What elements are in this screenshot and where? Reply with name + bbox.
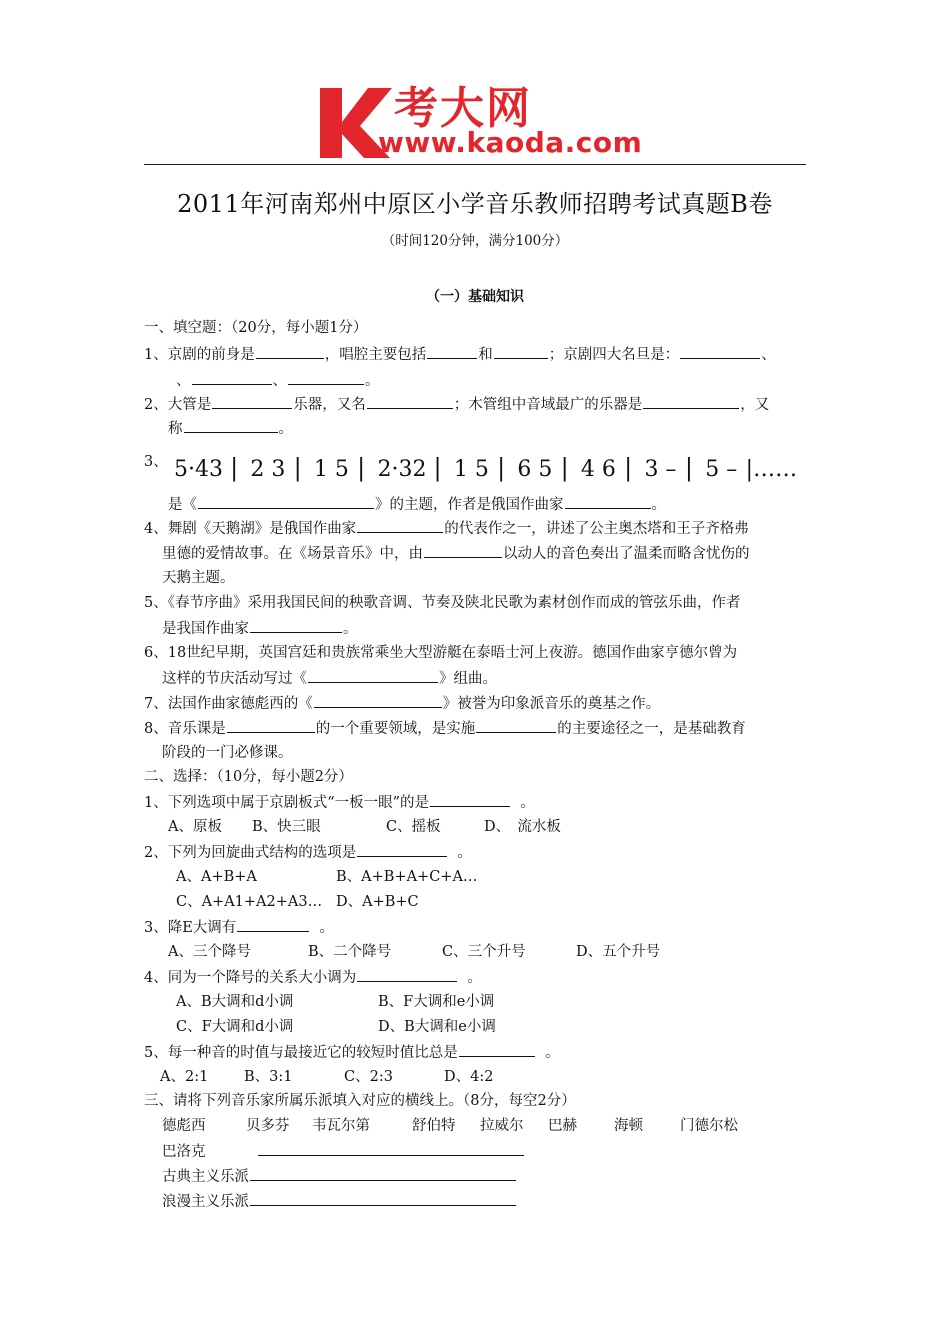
school-label: 古典主义乐派 xyxy=(162,1169,249,1185)
q5-line2: 是我国作曲家 。 xyxy=(162,618,358,639)
note-group: 5 – xyxy=(705,457,738,482)
option[interactable]: D、 流水板 xyxy=(484,819,561,835)
blank[interactable] xyxy=(430,792,510,807)
note-group: 1 5 xyxy=(453,457,489,482)
barline-ellipsis: |…… xyxy=(745,457,798,482)
barline: | xyxy=(497,454,506,482)
composer-list xyxy=(162,1116,738,1136)
barline: | xyxy=(684,454,694,482)
blank[interactable] xyxy=(314,693,442,708)
blank[interactable] xyxy=(565,494,651,509)
blank[interactable] xyxy=(427,344,477,359)
p2-q5: 5、每一种音的时值与最接近它的较短时值比总是 。 xyxy=(144,1042,559,1063)
note-group: 3 – xyxy=(644,457,677,482)
q6-line2: 这样的节庆活动写过《 》组曲。 xyxy=(162,668,497,689)
p2-q1-options xyxy=(168,817,561,837)
blank[interactable] xyxy=(357,967,457,982)
option[interactable]: C、三个升号 xyxy=(442,944,526,960)
note-group: 2·32 xyxy=(377,457,427,482)
option[interactable]: D、A+B+C xyxy=(336,894,419,910)
logo-chinese-text: 考大网 xyxy=(394,83,532,134)
option[interactable]: C、2:3 xyxy=(344,1069,393,1085)
school-answer-line[interactable] xyxy=(250,1166,516,1181)
section-heading: （一）基础知识 xyxy=(426,289,524,305)
kaoda-logo xyxy=(316,78,646,160)
q8-line2: 阶段的一门必修课。 xyxy=(162,745,293,761)
q6-line1: 6、18世纪早期，英国宫廷和贵族常乘坐大型游艇在泰晤士河上夜游。德国作曲家亨德尔曾为 xyxy=(144,645,738,661)
jianpu-score xyxy=(144,442,808,488)
option[interactable]: A、2:1 xyxy=(160,1069,209,1085)
blank[interactable] xyxy=(288,370,364,385)
blank[interactable] xyxy=(643,394,739,409)
exam-title: 2011年河南郑州中原区小学音乐教师招聘考试真题B卷 xyxy=(177,190,773,218)
note-group: 2 3 xyxy=(250,457,286,482)
q8-line1: 8、音乐课是 的一个重要领域，是实施 的主要途径之一，是基础教育 xyxy=(144,718,746,739)
blank[interactable] xyxy=(680,344,760,359)
barline: | xyxy=(230,454,239,482)
option[interactable]: B、二个降号 xyxy=(308,944,392,960)
q1-line1: 1、京剧的前身是 ，唱腔主要包括 和 ；京剧四大名旦是： 、 xyxy=(144,344,776,365)
exam-subtitle: （时间120分钟，满分100分） xyxy=(381,233,569,249)
blank[interactable] xyxy=(184,418,278,433)
note-group: 1 5 xyxy=(313,457,349,482)
q4-line2: 里德的爱情故事。在《场景音乐》中，由 以动人的音色奏出了温柔而略含忧伤的 xyxy=(162,543,750,564)
blank[interactable] xyxy=(357,842,447,857)
p2-q1: 1、下列选项中属于京剧板式“一板一眼”的是 。 xyxy=(144,792,535,813)
composer-name: 舒伯特 xyxy=(412,1118,456,1134)
header-divider xyxy=(144,164,806,165)
blank[interactable] xyxy=(237,917,309,932)
barline: | xyxy=(433,454,442,482)
composer-name: 拉威尔 xyxy=(480,1118,524,1134)
school-row-baroque xyxy=(162,1141,525,1162)
option[interactable]: C、A+A1+A2+A3… xyxy=(176,894,323,910)
option[interactable]: A、B大调和d小调 xyxy=(176,994,294,1010)
school-answer-line[interactable] xyxy=(258,1141,524,1156)
q4-line3: 天鹅主题。 xyxy=(162,570,235,586)
p2-q3: 3、降E大调有 。 xyxy=(144,917,334,938)
blank[interactable] xyxy=(227,718,315,733)
blank[interactable] xyxy=(256,344,324,359)
option[interactable]: B、快三眼 xyxy=(252,819,321,835)
part3-heading: 三、请将下列音乐家所属乐派填入对应的横线上。（8分，每空2分） xyxy=(144,1093,576,1109)
blank[interactable] xyxy=(367,394,453,409)
school-label: 浪漫主义乐派 xyxy=(162,1194,249,1210)
option[interactable]: B、A+B+A+C+A… xyxy=(336,869,478,885)
blank[interactable] xyxy=(250,618,342,633)
blank[interactable] xyxy=(494,344,548,359)
logo-url-text: www.kaoda.com xyxy=(378,126,643,159)
part2-heading: 二、选择：（10分，每小题2分） xyxy=(144,769,353,785)
school-row-romantic xyxy=(162,1191,517,1212)
note-group: 4 6 xyxy=(580,457,616,482)
q3-number: 3、 xyxy=(144,454,168,470)
q2-line2: 称 。 xyxy=(168,418,293,439)
q4-line1: 4、舞剧《天鹅湖》是俄国作曲家 的代表作之一，讲述了公主奥杰塔和王子齐格弗 xyxy=(144,518,749,539)
option[interactable]: A、A+B+A xyxy=(176,869,257,885)
q2-line1: 2、大管是 乐器，又名 ；木管组中音域最广的乐器是 ，又 xyxy=(144,394,769,415)
blank[interactable] xyxy=(198,494,374,509)
q7-line: 7、法国作曲家德彪西的《 》被誉为印象派音乐的奠基之作。 xyxy=(144,693,660,714)
blank[interactable] xyxy=(357,518,443,533)
option[interactable]: C、摇板 xyxy=(386,819,441,835)
note-group: 5·43 xyxy=(174,457,223,482)
p2-q2-options-row2 xyxy=(176,892,419,912)
option[interactable]: D、B大调和e小调 xyxy=(378,1019,496,1035)
barline: | xyxy=(560,454,569,482)
option[interactable]: D、4:2 xyxy=(444,1069,494,1085)
composer-name: 韦瓦尔第 xyxy=(312,1118,370,1134)
q5-line1: 5、《春节序曲》采用我国民间的秧歌音调、节奏及陕北民歌为素材创作而成的管弦乐曲，作者 xyxy=(144,595,741,611)
p2-q2-options-row1 xyxy=(176,867,477,887)
note-group: 6 5 xyxy=(517,457,553,482)
composer-name: 德彪西 xyxy=(162,1118,206,1134)
school-answer-line[interactable] xyxy=(250,1191,516,1206)
option[interactable]: A、三个降号 xyxy=(168,944,251,960)
p2-q4-options-row1 xyxy=(176,992,494,1012)
composer-name: 巴赫 xyxy=(548,1118,577,1134)
blank[interactable] xyxy=(424,543,502,558)
p2-q2: 2、下列为回旋曲式结构的选项是 。 xyxy=(144,842,472,863)
q3-line: 是《 》的主题，作者是俄国作曲家 。 xyxy=(168,494,666,515)
option[interactable]: B、F大调和e小调 xyxy=(378,994,495,1010)
barline: | xyxy=(357,454,366,482)
p2-q4-options-row2 xyxy=(176,1017,496,1037)
p2-q3-options xyxy=(168,942,660,962)
composer-name: 门德尔松 xyxy=(680,1118,738,1134)
part1-heading: 一、填空题：（20分，每小题1分） xyxy=(144,320,368,336)
option[interactable]: B、3:1 xyxy=(244,1069,293,1085)
composer-name: 贝多芬 xyxy=(246,1118,290,1134)
option[interactable]: D、五个升号 xyxy=(576,944,661,960)
barline: | xyxy=(293,454,302,482)
school-label: 巴洛克 xyxy=(162,1144,206,1160)
blank[interactable] xyxy=(476,718,556,733)
blank[interactable] xyxy=(192,370,272,385)
p2-q4: 4、同为一个降号的关系大小调为 。 xyxy=(144,967,482,988)
blank[interactable] xyxy=(459,1042,535,1057)
option[interactable]: C、F大调和d小调 xyxy=(176,1019,294,1035)
option[interactable]: A、原板 xyxy=(168,819,222,835)
blank[interactable] xyxy=(308,668,438,683)
barline: | xyxy=(624,454,633,482)
blank[interactable] xyxy=(212,394,292,409)
school-row-classical xyxy=(162,1166,517,1187)
composer-name: 海顿 xyxy=(614,1118,643,1134)
p2-q5-options xyxy=(160,1067,493,1087)
q1-line2: 、 、 。 xyxy=(176,370,380,391)
jianpu-notation xyxy=(144,442,808,488)
